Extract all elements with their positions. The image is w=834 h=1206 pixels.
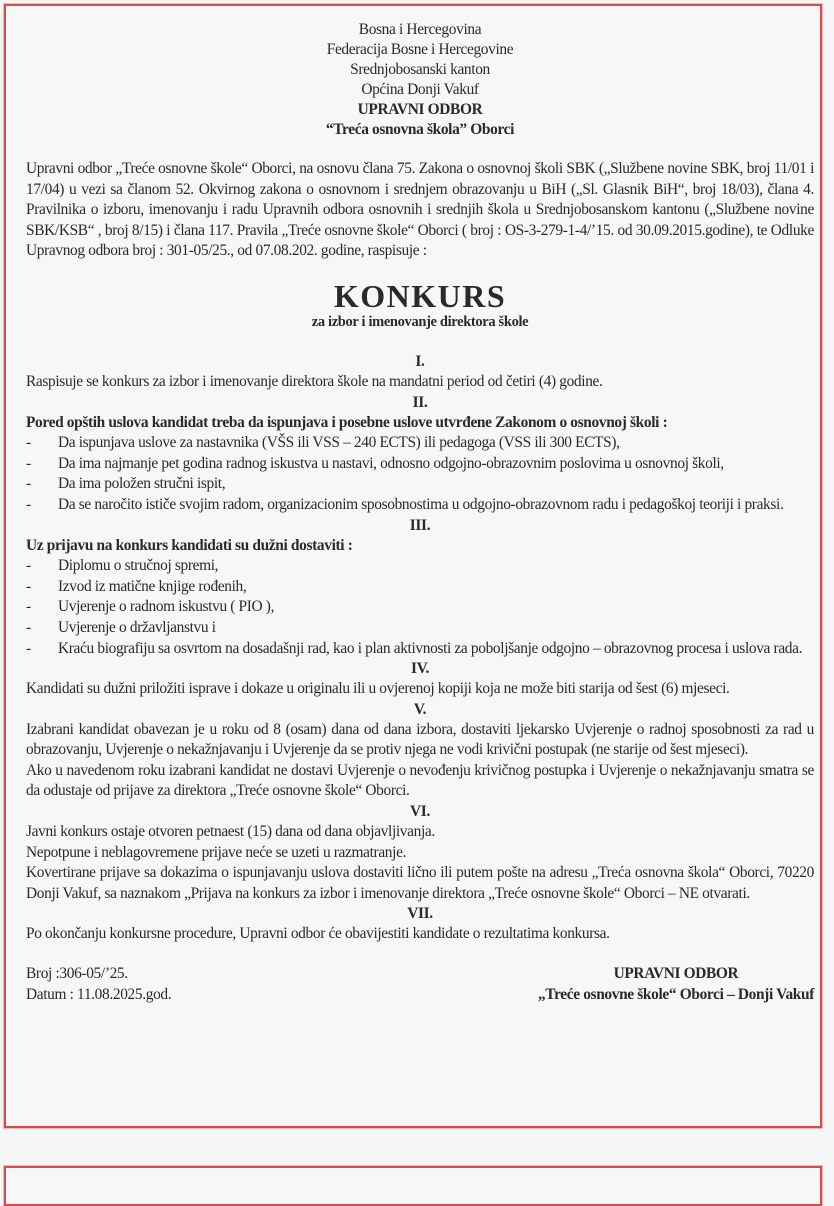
header-canton: Srednjobosanski kanton [350,61,490,78]
section-numeral-3: III. [409,516,431,534]
list-item [26,639,814,660]
section-1-text: Raspisuje se konkurs za izbor i imenovanje direktora škole na mandatni period od četiri (4) godine. [26,372,603,390]
section-4-text: Kandidati su dužni priložiti isprave i dokaze u originalu ili u ovjerenoj kopiji koja ne može biti starija od šest (6) mjeseci. [26,680,730,698]
dash-bullet: - [26,495,31,513]
section-numeral-4: IV. [411,660,429,678]
header-country: Bosna i Hercegovina [358,21,482,38]
list-item-text: Izvod iz matične knjige rođenih, [58,577,247,595]
dash-bullet: - [26,557,31,575]
header-federation: Federacija Bosne i Hercegovine [326,41,514,58]
signer-school: „Treće osnovne škole“ Oborci – Donji Vakuf [537,985,814,1003]
signer [538,964,814,1005]
header-board: UPRAVNI ODBOR [357,101,483,118]
list-item [26,495,814,516]
list-item-text: Diplomu o stručnoj spremi, [58,557,219,575]
list-item [26,556,814,577]
section-5-paragraph: Ako u navedenom roku izabrani kandidat ne dostavi Uvjerenje o nevođenju krivičnog postupka i Uvjerenje o nekažnjavanju smatra se da odustaje od prijave za direktora „Treće osnovne škole“ Oborci. [26,761,814,800]
section-6-paragraph: Javni konkurs ostaje otvoren petnaest (15) dana od dana objavljivanja. [26,823,435,841]
document-frame [4,4,822,1128]
next-document-frame [4,1166,822,1206]
list-item [26,474,814,495]
dash-bullet: - [26,618,31,636]
requirements-list [26,433,814,515]
list-item [26,577,814,598]
section-3-heading: Uz prijavu na konkurs kandidati su dužni dostaviti : [26,536,353,554]
section-numeral-5: V. [413,700,427,718]
document-title: KONKURS [333,277,507,314]
reference-number: Broj :306-05/’25. [26,965,128,983]
section-7-text: Po okončanju konkursne procedure, Upravni odbor će obavijestiti kandidate o rezultatima konkursa. [26,925,610,943]
header-municipality: Općina Donji Vakuf [361,81,479,98]
dash-bullet: - [26,454,31,472]
signature-block [26,964,814,1005]
section-6-paragraph: Nepotpune i neblagovremene prijave neće se uzeti u razmatranje. [26,843,407,861]
list-item-text: Kraću biografiju sa osvrtom na dosadašnji rad, kao i plan aktivnosti za poboljšanje odgojno – obrazovnog procesa i uslova rada. [58,639,803,657]
document-header [26,20,814,140]
section-5-paragraph: Izabrani kandidat obavezan je u roku od 8 (osam) dana od dana izbora, dostaviti ljekarsko Uvjerenje o radnoj sposobnosti za rad u obrazovanju, Uvjerenje o nekažnjavanju i Uvjerenje da se protiv njega ne vodi krivični postupak (ne starije od šest mjeseci). [26,720,814,759]
list-item-text: Da ima položen stručni ispit, [58,475,226,493]
list-item-text: Uvjerenje o državljanstvu i [58,618,216,636]
dash-bullet: - [26,639,31,657]
section-6-paragraph: Kovertirane prijave sa dokazima o ispunjavanju uslova dostaviti lično ili putem pošte na adresu „Treća osnovna škola“ Oborci, 70220 Donji Vakuf, sa naznakom „Prijava na konkurs za izbor i imenovanje direktora „Treće osnovne škole“ Oborci – NE otvarati. [26,864,814,902]
reference-date: Datum : 11.08.2025.god. [26,985,172,1003]
document-content [26,20,814,1005]
list-item [26,618,814,639]
section-2-heading: Pored opštih uslova kandidat treba da ispunjava i posebne uslove utvrđene Zakonom o osnovnoj školi : [26,413,668,431]
section-numeral-6: VI. [410,803,430,821]
section-numeral-2: II. [412,393,428,411]
list-item [26,454,814,475]
list-item [26,597,814,618]
header-school: “Treća osnovna škola” Oborci [325,121,515,138]
reference-info [26,964,171,1005]
document-subtitle: za izbor i imenovanje direktora škole [311,313,529,330]
list-item-text: Uvjerenje o radnom iskustvu ( PIO ), [58,598,275,616]
list-item-text: Da ispunjava uslove za nastavnika (VŠS ili VSS – 240 ECTS) ili pedagoga (VSS ili 300 ECTS), [58,434,620,452]
dash-bullet: - [26,475,31,493]
intro-paragraph: Upravni odbor „Treće osnovne škole“ Oborci, na osnovu člana 75. Zakona o osnovnoj školi SBK („Službene novine SBK, broj 11/01 i 17/04) u vezi sa članom 52. Okvirnog zakona o osnovnom i srednjem obrazovanju u BiH („Sl. Glasnik BiH“, broj 18/03), člana 4. Pravilnika o izboru, imenovanju i radu Upravnih odbora osnovnih i srednjih škola u Srednjobosanskom kantonu („Službene novine SBK/KSB“ , broj 8/15) i člana 117. Pravila „Treće osnovne škole“ Oborci ( broj : OS-3-279-1-4/’15. od 30.09.2015.godine), te Odluke Upravnog odbora broj : 301-05/25., od 07.08.202. godine, raspisuje : [26,160,814,260]
dash-bullet: - [26,434,31,452]
dash-bullet: - [26,598,31,616]
list-item-text: Da se naročito ističe svojim radom, organizacionim sposobnostima u odgojno-obrazovnom radu i pedagoškoj teoriji i praksi. [58,495,784,513]
list-item-text: Da ima najmanje pet godina radnog iskustva u nastavi, odnosno odgojno-obrazovnim poslovima u osnovnoj školi, [58,454,724,472]
documents-list [26,556,814,659]
dash-bullet: - [26,577,31,595]
section-numeral-7: VII. [407,905,433,923]
signer-title: UPRAVNI ODBOR [613,965,739,983]
section-numeral-1: I. [415,352,425,370]
list-item [26,433,814,454]
